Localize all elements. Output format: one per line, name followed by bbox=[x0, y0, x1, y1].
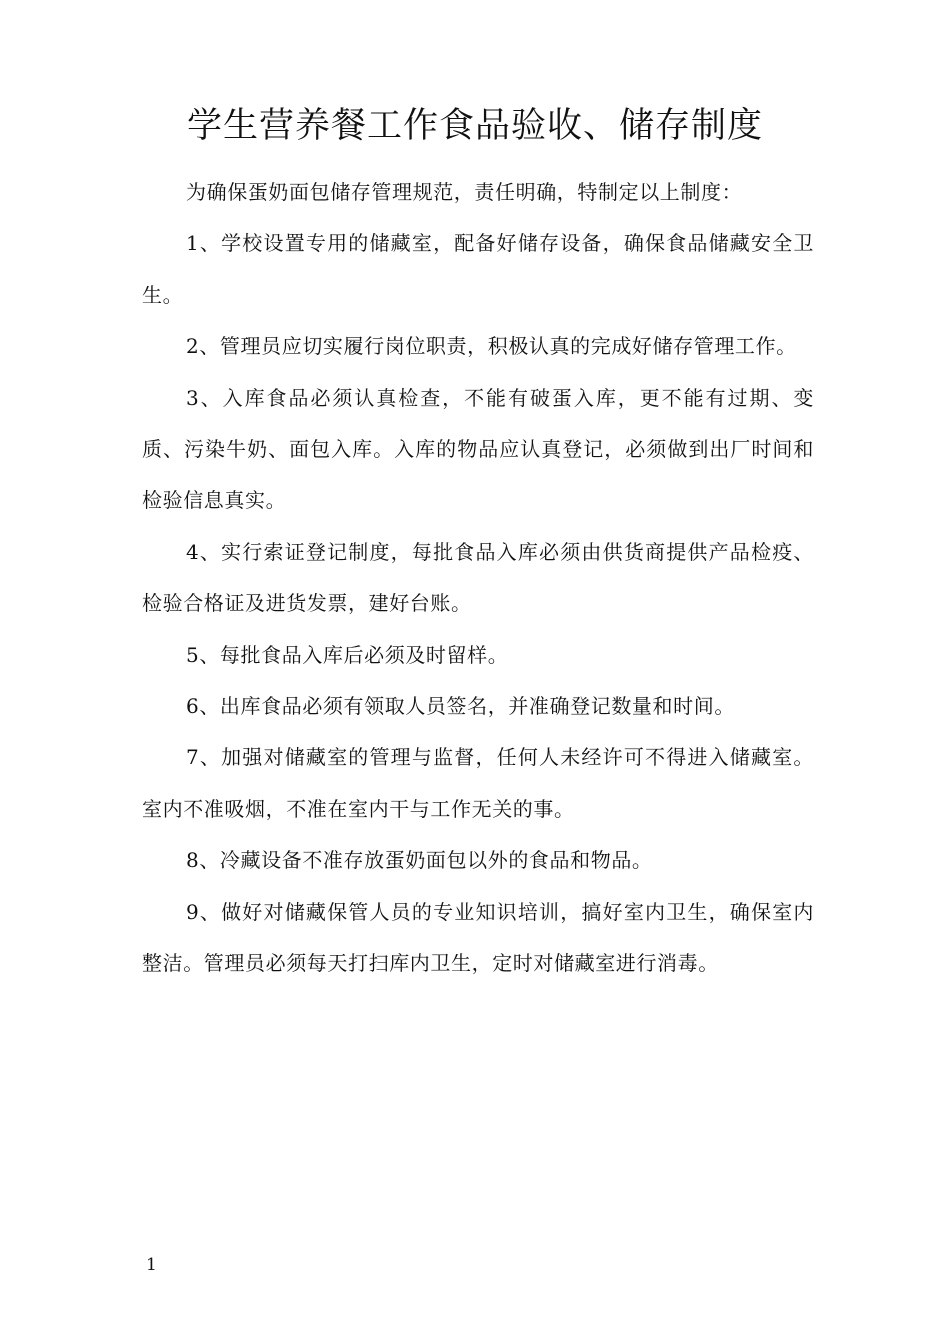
rule-1-paragraph: 1、学校设置专用的储藏室，配备好储存设备，确保食品储藏安全卫生。 bbox=[142, 231, 814, 307]
intro-paragraph: 为确保蛋奶面包储存管理规范，责任明确，特制定以上制度： bbox=[186, 180, 743, 204]
rule-7-paragraph: 7、加强对储藏室的管理与监督，任何人未经许可不得进入储藏室。室内不准吸烟，不准在室内干与工作无关的事。 bbox=[142, 745, 814, 821]
rule-8-paragraph: 8、冷藏设备不准存放蛋奶面包以外的食品和物品。 bbox=[186, 848, 653, 873]
rule-3-paragraph: 3、入库食品必须认真检查，不能有破蛋入库，更不能有过期、变质、污染牛奶、面包入库。入库的物品应认真登记，必须做到出厂时间和检验信息真实。 bbox=[142, 385, 814, 513]
document-title: 学生营养餐工作食品验收、储存制度 bbox=[186, 106, 763, 146]
document-body bbox=[142, 167, 814, 990]
rule-6-paragraph: 6、出库食品必须有领取人员签名，并准确登记数量和时间。 bbox=[186, 694, 735, 719]
rule-2-paragraph: 2、管理员应切实履行岗位职责，积极认真的完成好储存管理工作。 bbox=[186, 334, 797, 359]
rule-9-paragraph: 9、做好对储藏保管人员的专业知识培训，搞好室内卫生，确保室内整洁。管理员必须每天打扫库内卫生，定时对储藏室进行消毒。 bbox=[142, 899, 814, 976]
rule-4-paragraph: 4、实行索证登记制度，每批食品入库必须由供货商提供产品检疫、检验合格证及进货发票，建好台账。 bbox=[142, 539, 814, 616]
rule-5-paragraph: 5、每批食品入库后必须及时留样。 bbox=[186, 642, 509, 667]
page-number: 1 bbox=[146, 1255, 157, 1275]
